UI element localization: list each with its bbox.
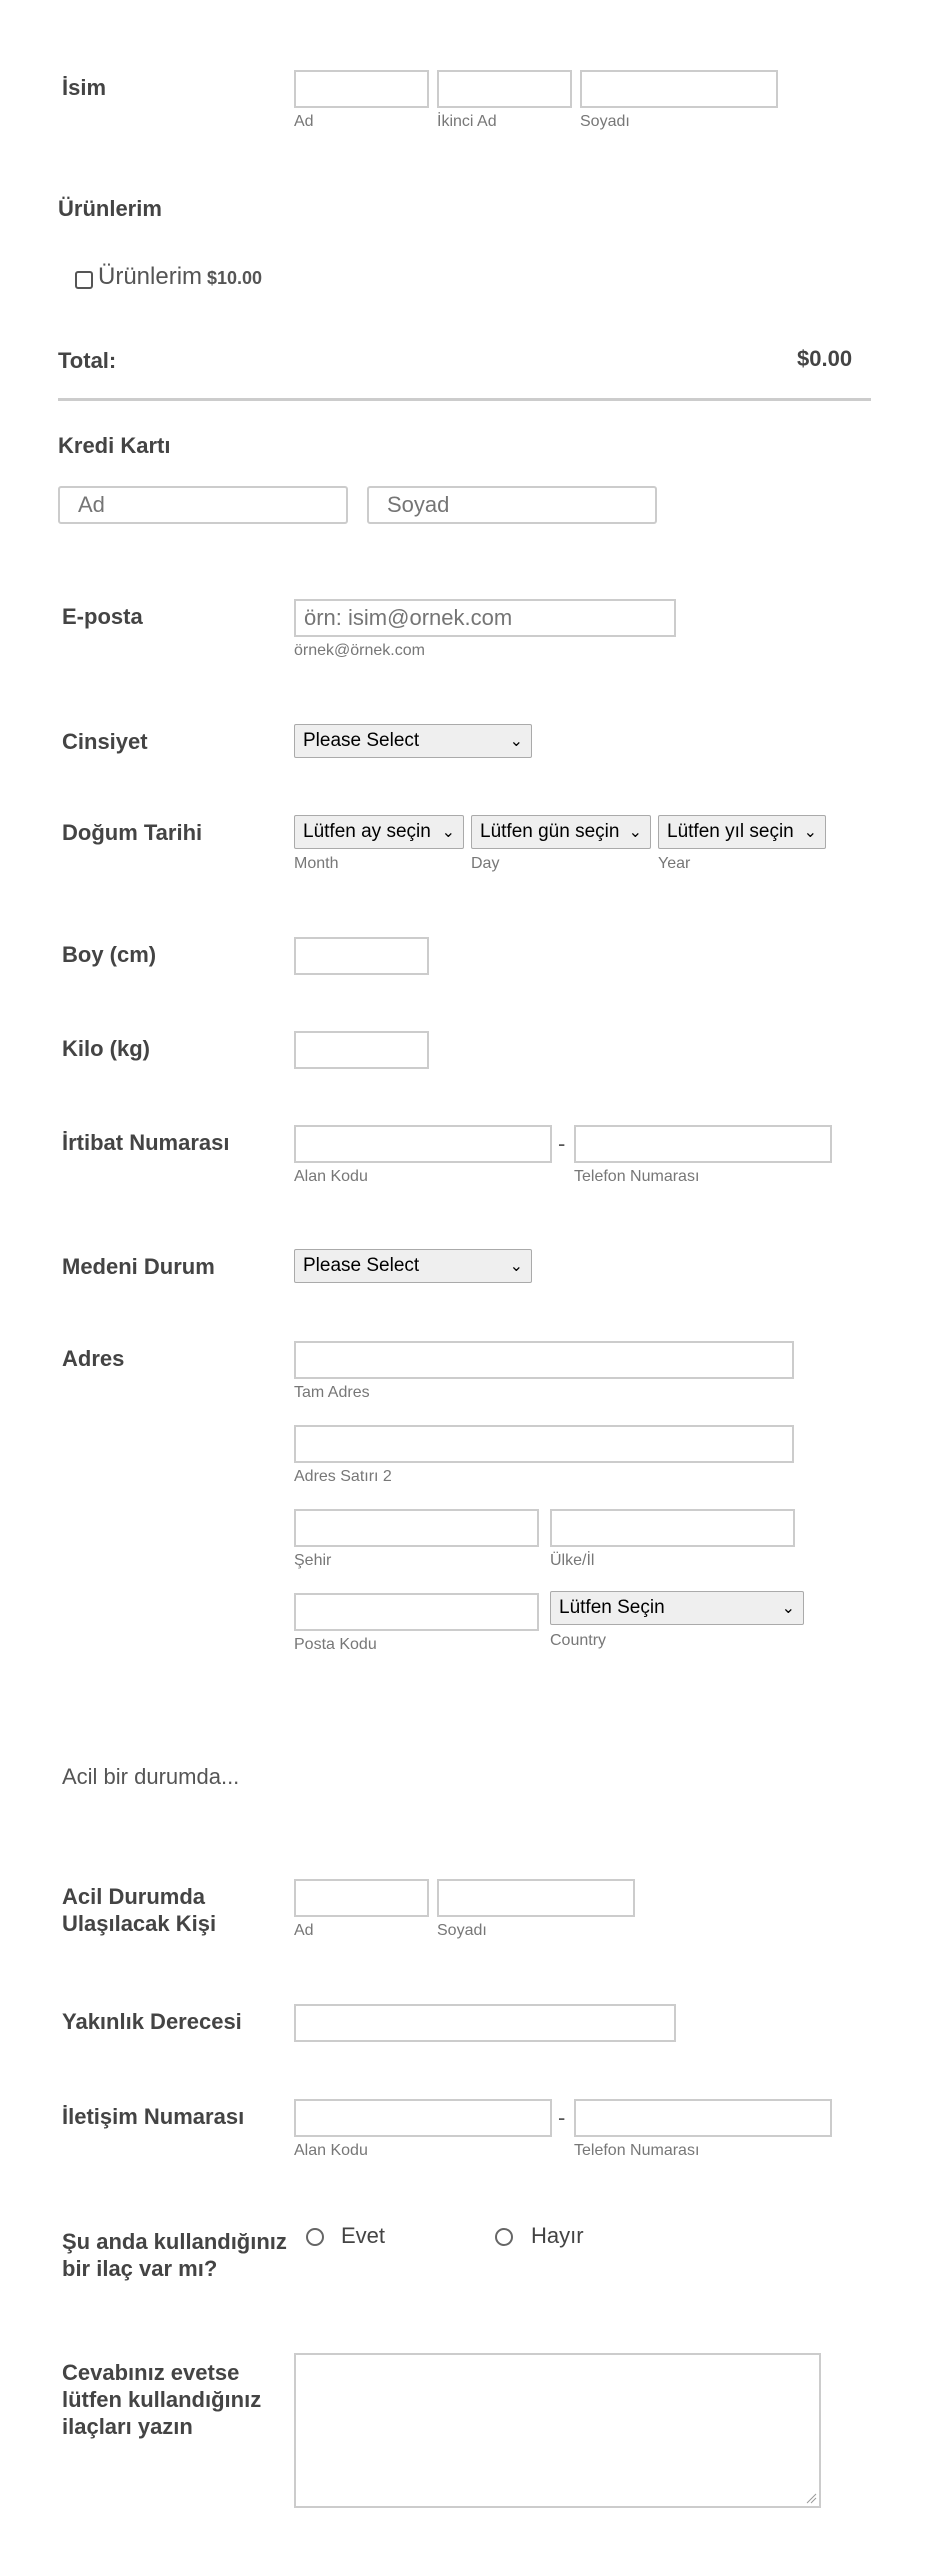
products-title: Ürünlerim [58,196,162,221]
contact-area-code-input[interactable] [294,1125,552,1163]
divider [58,398,871,401]
credit-card-title: Kredi Kartı [58,433,171,458]
emergency-heading: Acil bir durumda... [62,1764,240,1789]
emergency-first-name-sublabel: Ad [294,1922,314,1939]
marital-selected: Please Select [303,1255,420,1276]
resize-handle-icon[interactable] [805,2492,817,2504]
state-input[interactable] [550,1509,795,1547]
emergency-area-code-sublabel: Alan Kodu [294,2142,368,2159]
first-name-sublabel: Ad [294,113,314,130]
birth-year-select[interactable] [658,815,826,849]
last-name-input[interactable] [580,70,778,108]
postal-code-sublabel: Posta Kodu [294,1636,377,1653]
chevron-down-icon: ⌄ [509,1258,523,1275]
medication-yes-label: Evet [341,2223,386,2248]
relationship-label: Yakınlık Derecesi [62,2009,242,2034]
medication-list-label: Cevabınız evetse lütfen kullandığınız ilaçları yazın [62,2360,262,2439]
address-label: Adres [62,1346,125,1371]
birth-year-selected: Lütfen yıl seçin [667,821,794,842]
street-address-input[interactable] [294,1341,794,1379]
relationship-input[interactable] [294,2004,676,2042]
total-value: $0.00 [797,346,853,371]
city-input[interactable] [294,1509,539,1547]
chevron-down-icon: ⌄ [803,824,817,841]
product-label: Ürünlerim [98,263,203,290]
postal-code-input[interactable] [294,1593,539,1631]
emergency-last-name-sublabel: Soyadı [437,1922,487,1939]
medication-no-label: Hayır [531,2223,584,2248]
contact-phone-sublabel: Telefon Numarası [574,1168,700,1185]
weight-input[interactable] [294,1031,429,1069]
middle-name-input[interactable] [437,70,572,108]
name-label: İsim [62,75,107,100]
city-sublabel: Şehir [294,1552,332,1569]
gender-selected: Please Select [303,730,420,751]
marital-select[interactable] [294,1249,532,1283]
emergency-first-name-input[interactable] [294,1879,429,1917]
medication-list-textarea[interactable] [294,2353,821,2508]
emergency-phone-separator: - [558,2105,566,2130]
chevron-down-icon: ⌄ [781,1600,795,1617]
emergency-phone-input[interactable] [574,2099,832,2137]
last-name-sublabel: Soyadı [580,113,630,130]
birth-day-selected: Lütfen gün seçin [480,821,620,842]
birth-month-selected: Lütfen ay seçin [303,821,431,842]
phone-separator: - [558,1131,566,1156]
contact-phone-input[interactable] [574,1125,832,1163]
product-price: $10.00 [207,268,263,288]
emergency-last-name-input[interactable] [437,1879,635,1917]
street-address-2-input[interactable] [294,1425,794,1463]
email-input[interactable] [294,599,676,637]
emergency-area-code-input[interactable] [294,2099,552,2137]
birth-year-sublabel: Year [658,855,691,872]
country-sublabel: Country [550,1632,607,1649]
chevron-down-icon: ⌄ [628,824,642,841]
street-address-2-sublabel: Adres Satırı 2 [294,1468,392,1485]
marital-label: Medeni Durum [62,1254,215,1279]
email-sublabel: örnek@örnek.com [294,642,425,659]
medication-yes-radio[interactable] [306,2228,324,2246]
middle-name-sublabel: İkinci Ad [437,113,497,130]
medication-no-radio[interactable] [495,2228,513,2246]
total-label: Total: [58,348,117,373]
gender-select[interactable] [294,724,532,758]
emergency-phone-label: İletişim Numarası [62,2104,245,2129]
country-selected: Lütfen Seçin [559,1597,665,1618]
birth-label: Doğum Tarihi [62,820,203,845]
email-label: E-posta [62,604,143,629]
state-sublabel: Ülke/İl [550,1552,595,1569]
contact-area-code-sublabel: Alan Kodu [294,1168,368,1185]
first-name-input[interactable] [294,70,429,108]
birth-month-sublabel: Month [294,855,339,872]
contact-phone-label: İrtibat Numarası [62,1130,230,1155]
card-first-name-input[interactable] [58,486,348,524]
product-checkbox[interactable] [75,271,93,289]
height-input[interactable] [294,937,429,975]
medication-label: Şu anda kullandığınız bir ilaç var mı? [62,2229,287,2281]
street-address-sublabel: Tam Adres [294,1384,370,1401]
emergency-contact-label: Acil Durumda Ulaşılacak Kişi [62,1884,217,1936]
card-last-name-input[interactable] [367,486,657,524]
height-label: Boy (cm) [62,942,157,967]
gender-label: Cinsiyet [62,729,148,754]
emergency-phone-sublabel: Telefon Numarası [574,2142,700,2159]
birth-day-select[interactable] [471,815,651,849]
weight-label: Kilo (kg) [62,1036,150,1061]
birth-day-sublabel: Day [471,855,500,872]
birth-month-select[interactable] [294,815,464,849]
chevron-down-icon: ⌄ [441,824,455,841]
chevron-down-icon: ⌄ [509,733,523,750]
country-select[interactable] [550,1591,804,1625]
